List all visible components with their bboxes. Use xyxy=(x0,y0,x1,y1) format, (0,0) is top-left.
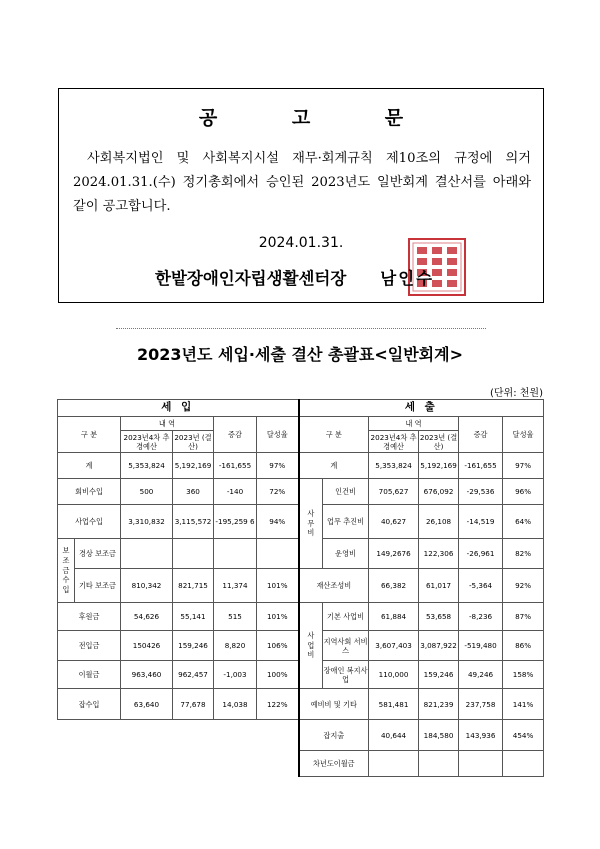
exp-label: 지역사회 서비스 xyxy=(323,631,369,661)
exp-rate-header: 달성율 xyxy=(503,417,544,453)
exp-actual: 122,306 xyxy=(419,539,459,569)
exp-budget: 40,627 xyxy=(369,505,419,539)
exp-actual: 184,580 xyxy=(419,720,459,751)
exp-diff: -161,655 xyxy=(459,453,503,479)
rev-diff-header: 증감 xyxy=(214,417,257,453)
exp-actual: 676,092 xyxy=(419,479,459,505)
expense-header: 세 출 xyxy=(299,400,544,417)
exp-label: 인건비 xyxy=(323,479,369,505)
exp-group-office: 사무비 xyxy=(299,479,323,569)
rev-budget-header: 2023년4차 추경예산 xyxy=(121,431,173,453)
rev-budget: 810,342 xyxy=(121,569,173,603)
exp-actual: 53,658 xyxy=(419,603,459,631)
exp-actual xyxy=(419,751,459,777)
table-title: 2023년도 세입·세출 결산 총괄표<일반회계> xyxy=(137,345,463,364)
settlement-table xyxy=(57,399,544,777)
exp-rate xyxy=(503,751,544,777)
divider xyxy=(116,328,486,329)
exp-budget: 40,644 xyxy=(369,720,419,751)
exp-label: 차년도이월금 xyxy=(299,751,369,777)
rev-rate: 101% xyxy=(257,569,299,603)
rev-actual: 821,715 xyxy=(173,569,214,603)
exp-actual: 821,239 xyxy=(419,689,459,720)
rev-budget: 963,460 xyxy=(121,661,173,689)
exp-budget: 3,607,403 xyxy=(369,631,419,661)
exp-label: 재산조성비 xyxy=(299,569,369,603)
rev-diff xyxy=(214,539,257,569)
rev-diff: -140 xyxy=(214,479,257,505)
exp-diff: 49,246 xyxy=(459,661,503,689)
rev-budget: 63,640 xyxy=(121,689,173,720)
exp-budget xyxy=(369,751,419,777)
exp-budget: 149,2676 xyxy=(369,539,419,569)
rev-actual: 159,246 xyxy=(173,631,214,661)
rev-category-header: 구 분 xyxy=(58,417,121,453)
exp-actual: 3,087,922 xyxy=(419,631,459,661)
rev-budget: 150426 xyxy=(121,631,173,661)
rev-detail-header: 내 역 xyxy=(121,417,214,431)
rev-label: 후원금 xyxy=(58,603,121,631)
rev-label: 기타 보조금 xyxy=(75,569,121,603)
unit-label: (단위: 천원) xyxy=(490,388,543,399)
rev-rate: 72% xyxy=(257,479,299,505)
rev-actual-header: 2023년 (결산) xyxy=(174,432,212,451)
exp-rate: 87% xyxy=(503,603,544,631)
exp-diff: -29,536 xyxy=(459,479,503,505)
exp-rate: 82% xyxy=(503,539,544,569)
exp-label: 업무 추진비 xyxy=(323,505,369,539)
rev-label: 회비수입 xyxy=(58,479,121,505)
rev-diff: 14,038 xyxy=(214,689,257,720)
rev-diff: 515 xyxy=(214,603,257,631)
notice-body: 사회복지법인 및 사회복지시설 재무·회계규칙 제10조의 규정에 의거 2024.01.31.(수) 정기총회에서 승인된 2023년도 일반회계 결산서를 아래와 같이 공고합니다. xyxy=(73,151,531,214)
organization-name: 한밭장애인자립생활센터장 xyxy=(155,269,347,288)
rev-rate-header: 달성율 xyxy=(257,417,299,453)
exp-actual: 5,192,169 xyxy=(419,453,459,479)
exp-rate: 97% xyxy=(503,453,544,479)
exp-diff: 237,758 xyxy=(459,689,503,720)
rev-actual: 5,192,169 xyxy=(173,453,214,479)
exp-rate: 158% xyxy=(503,661,544,689)
exp-diff xyxy=(459,751,503,777)
rev-diff: -195,259 6 xyxy=(214,505,257,539)
exp-group-business: 사업비 xyxy=(299,603,323,689)
rev-rate: 100% xyxy=(257,661,299,689)
exp-budget-header: 2023년4차 추경예산 xyxy=(369,431,419,453)
exp-category-header: 구 분 xyxy=(299,417,369,453)
exp-label: 장애인 복지사업 xyxy=(323,661,369,689)
notice-box xyxy=(58,88,544,303)
rev-actual: 962,457 xyxy=(173,661,214,689)
rev-budget: 54,626 xyxy=(121,603,173,631)
rev-rate xyxy=(257,539,299,569)
exp-actual-header: 2023년 (결산) xyxy=(419,432,458,451)
notice-title: 공 고 문 xyxy=(198,107,438,129)
rev-budget: 500 xyxy=(121,479,173,505)
exp-rate: 86% xyxy=(503,631,544,661)
rev-rate: 122% xyxy=(257,689,299,720)
exp-budget: 581,481 xyxy=(369,689,419,720)
exp-rate: 64% xyxy=(503,505,544,539)
rev-label: 이월금 xyxy=(58,661,121,689)
rev-actual xyxy=(173,539,214,569)
rev-diff: 8,820 xyxy=(214,631,257,661)
rev-actual: 360 xyxy=(173,479,214,505)
rev-actual: 77,678 xyxy=(173,689,214,720)
exp-label: 잡지출 xyxy=(299,720,369,751)
rev-actual: 55,141 xyxy=(173,603,214,631)
exp-diff: -5,364 xyxy=(459,569,503,603)
exp-budget: 705,627 xyxy=(369,479,419,505)
rev-rate: 106% xyxy=(257,631,299,661)
exp-detail-header: 내 역 xyxy=(369,417,459,431)
exp-label: 계 xyxy=(299,453,369,479)
exp-rate: 454% xyxy=(503,720,544,751)
rev-diff: 11,374 xyxy=(214,569,257,603)
exp-actual: 26,108 xyxy=(419,505,459,539)
exp-label: 기본 사업비 xyxy=(323,603,369,631)
representative-name: 남인수 xyxy=(380,269,435,288)
exp-budget: 61,884 xyxy=(369,603,419,631)
exp-rate: 141% xyxy=(503,689,544,720)
exp-budget: 66,382 xyxy=(369,569,419,603)
rev-rate: 94% xyxy=(257,505,299,539)
notice-date: 2024.01.31. xyxy=(258,235,344,251)
rev-budget: 3,310,832 xyxy=(121,505,173,539)
exp-budget: 110,000 xyxy=(369,661,419,689)
exp-actual: 61,017 xyxy=(419,569,459,603)
exp-diff-header: 증감 xyxy=(459,417,503,453)
exp-diff: -519,480 xyxy=(459,631,503,661)
rev-label: 사업수입 xyxy=(58,505,121,539)
rev-budget xyxy=(121,539,173,569)
rev-rate: 101% xyxy=(257,603,299,631)
exp-diff: -14,519 xyxy=(459,505,503,539)
revenue-header: 세 입 xyxy=(58,400,299,417)
exp-budget: 5,353,824 xyxy=(369,453,419,479)
exp-rate: 96% xyxy=(503,479,544,505)
rev-rate: 97% xyxy=(257,453,299,479)
exp-diff: 143,936 xyxy=(459,720,503,751)
rev-group-subsidy: 보조금수입 xyxy=(58,539,75,603)
rev-diff: -161,655 xyxy=(214,453,257,479)
rev-diff: -1,003 xyxy=(214,661,257,689)
exp-label: 운영비 xyxy=(323,539,369,569)
rev-label: 잡수입 xyxy=(58,689,121,720)
rev-label: 전입금 xyxy=(58,631,121,661)
exp-diff: -8,236 xyxy=(459,603,503,631)
rev-actual: 3,115,572 xyxy=(173,505,214,539)
exp-label: 예비비 및 기타 xyxy=(299,689,369,720)
exp-actual: 159,246 xyxy=(419,661,459,689)
exp-diff: -26,961 xyxy=(459,539,503,569)
rev-empty-area xyxy=(58,720,299,777)
exp-rate: 92% xyxy=(503,569,544,603)
notice-signature xyxy=(155,265,434,289)
rev-label: 경상 보조금 xyxy=(75,539,121,569)
rev-label: 계 xyxy=(58,453,121,479)
rev-budget: 5,353,824 xyxy=(121,453,173,479)
